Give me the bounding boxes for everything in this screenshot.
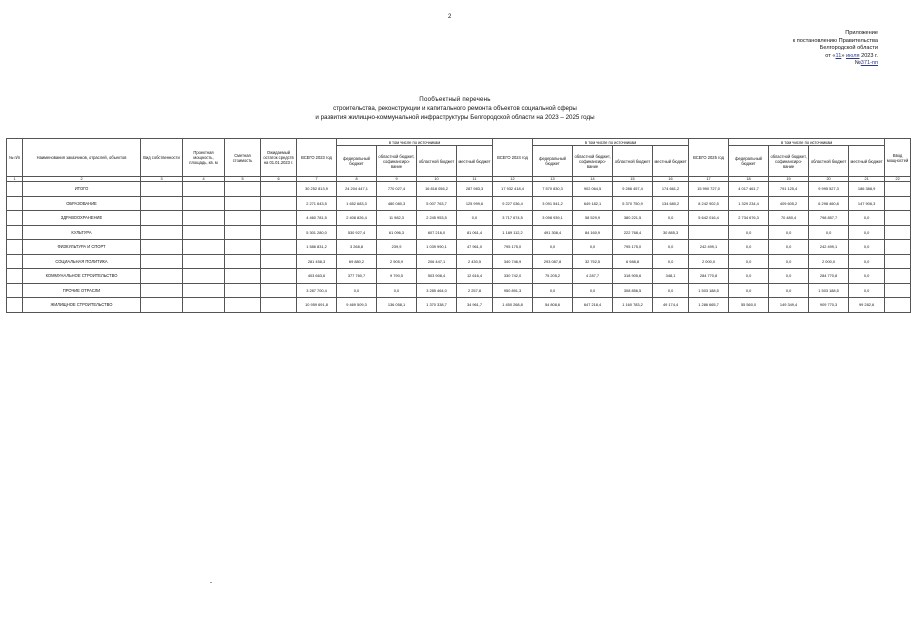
col-ownership: Вид собственности: [141, 139, 183, 177]
cell-value: 0,0: [769, 240, 809, 255]
cell-value: 47 961,0: [457, 240, 493, 255]
cell-estimate: [225, 269, 261, 284]
cell-value: 377 760,7: [337, 269, 377, 284]
cell-capacity: [183, 269, 225, 284]
cell-value: 0,0: [729, 269, 769, 284]
cell-value: 3 285 464,0: [417, 283, 457, 298]
col-federal-2024: федеральный бюджет: [533, 146, 573, 177]
appendix-date: [760, 53, 878, 61]
cell-value: 1 039 990,1: [417, 240, 457, 255]
cell-estimate: [225, 240, 261, 255]
appendix-line-2: к постановлению Правительства: [792, 37, 878, 44]
cell-capacity: [183, 225, 225, 240]
cell-value: 69 880,2: [337, 254, 377, 269]
cell-ownership: [141, 298, 183, 313]
cell-value: 1 586 831,2: [297, 240, 337, 255]
cell-value: 136 058,1: [377, 298, 417, 313]
date-mid: »: [841, 52, 845, 59]
table-row: [7, 283, 911, 298]
cell-value: 0,0: [573, 240, 613, 255]
cell-value: 0,0: [809, 225, 849, 240]
cell-entry-type: [885, 283, 911, 298]
column-number: 10: [417, 177, 457, 182]
cell-estimate: [225, 211, 261, 226]
cell-value: [689, 225, 729, 240]
column-number: 19: [769, 177, 809, 182]
cell-value: 11 982,3: [377, 211, 417, 226]
cell-expected-balance: [261, 240, 297, 255]
cell-value: 149 349,4: [769, 298, 809, 313]
cell-value: 308 856,5: [613, 283, 653, 298]
cell-value: 174 661,2: [653, 182, 689, 197]
cell-value: 3 098 939,1: [533, 211, 573, 226]
cell-value: 2 408 826,4: [337, 211, 377, 226]
column-number: 22: [885, 177, 911, 182]
cell-value: 2 245 953,5: [417, 211, 457, 226]
cell-value: 409 605,2: [769, 196, 809, 211]
cell-value: 3 287 700,4: [297, 283, 337, 298]
cell-value: 293 087,8: [533, 254, 573, 269]
cell-value: 0,0: [533, 240, 573, 255]
cell-expected-balance: [261, 211, 297, 226]
cell-value: 5 007 763,7: [417, 196, 457, 211]
cell-value: 5 301 280,0: [297, 225, 337, 240]
cell-value: 791 125,4: [769, 182, 809, 197]
cell-value: 2 000,0: [809, 254, 849, 269]
cell-value: 9 469 509,3: [337, 298, 377, 313]
cell-value: 4 460 781,5: [297, 211, 337, 226]
cell-value: 649 182,1: [573, 196, 613, 211]
column-number: 13: [533, 177, 573, 182]
cell-expected-balance: [261, 182, 297, 197]
title-line-3: и развития жилищно-коммунальной инфраструктуры Белгородской области на 2023 – 2025 годы: [315, 114, 595, 121]
cell-value: 1 286 665,7: [689, 298, 729, 313]
col-capacity: Проектная мощность, площадь, кв. м: [183, 139, 225, 177]
appendix-line-3: Белгородской области: [819, 45, 878, 52]
cell-value: 0,0: [769, 269, 809, 284]
cell-expected-balance: [261, 283, 297, 298]
cell-value: 2 000,0: [689, 254, 729, 269]
column-number: 1: [7, 177, 23, 182]
cell-value: 795 175,0: [493, 240, 533, 255]
cell-expected-balance: [261, 196, 297, 211]
cell-value: 491 308,4: [533, 225, 573, 240]
column-number: 8: [337, 177, 377, 182]
cell-value: 1 189 112,2: [493, 225, 533, 240]
table-row: [7, 211, 911, 226]
col-local-2024: местный бюджет: [653, 146, 689, 177]
cell-value: 242 499,1: [689, 240, 729, 255]
cell-value: 54 808,6: [533, 298, 573, 313]
cell-expected-balance: [261, 254, 297, 269]
cell-value: 0,0: [729, 240, 769, 255]
cell-name: КУЛЬТУРА: [23, 225, 141, 240]
cell-value: 30 252 813,9: [297, 182, 337, 197]
cell-expected-balance: [261, 269, 297, 284]
cell-value: 403 663,6: [297, 269, 337, 284]
cell-value: 2 257,8: [457, 283, 493, 298]
cell-name: ЗДРАВООХРАНЕНИЕ: [23, 211, 141, 226]
column-number: 6: [261, 177, 297, 182]
cell-entry-type: [885, 240, 911, 255]
col-local-2025: местный бюджет: [849, 146, 885, 177]
cell-value: 3 717 674,5: [493, 211, 533, 226]
cell-ownership: [141, 182, 183, 197]
cell-expected-balance: [261, 298, 297, 313]
cell-value: 15 990 727,0: [689, 182, 729, 197]
cell-value: 2 905,9: [377, 254, 417, 269]
column-number: 4: [183, 177, 225, 182]
cell-value: 287 983,3: [457, 182, 493, 197]
cell-value: 9 227 036,4: [493, 196, 533, 211]
title-line-2: строительства, реконструкции и капитального ремонта объектов социальной сферы: [333, 105, 577, 112]
cell-value: 30 885,3: [653, 225, 689, 240]
cell-name: ОБРАЗОВАНИЕ: [23, 196, 141, 211]
cell-name: ЖИЛИЩНОЕ СТРОИТЕЛЬСТВО: [23, 298, 141, 313]
col-entry-type: Ввод мощностей: [885, 139, 911, 177]
cell-num: [7, 298, 23, 313]
cell-estimate: [225, 283, 261, 298]
cell-value: 58 529,9: [573, 211, 613, 226]
cell-value: 81 061,4: [457, 225, 493, 240]
cell-value: 5 642 016,4: [689, 211, 729, 226]
col-estimate: Сметная стоимость: [225, 139, 261, 177]
cell-value: 9 286 457,4: [613, 182, 653, 197]
cell-value: 75 205,2: [533, 269, 573, 284]
date-year: 2023 г.: [861, 52, 878, 59]
col-name: Наименования заказчиков, отраслей, объектов: [23, 139, 141, 177]
cell-value: 2 271 643,5: [297, 196, 337, 211]
col-regional-2023: областной бюджет: [417, 146, 457, 177]
cell-num: [7, 240, 23, 255]
col-regional-cofin-2023: областной бюджет, софинансиро-вание: [377, 146, 417, 177]
cell-value: 1 503 188,5: [809, 283, 849, 298]
cell-num: [7, 283, 23, 298]
cell-value: 0,0: [849, 254, 885, 269]
cell-entry-type: [885, 269, 911, 284]
column-number: 20: [809, 177, 849, 182]
cell-value: 16 818 056,2: [417, 182, 457, 197]
cell-value: 3 268,8: [337, 240, 377, 255]
cell-name: ФИЗКУЛЬТУРА И СПОРТ: [23, 240, 141, 255]
cell-value: 530 927,4: [337, 225, 377, 240]
cell-num: [7, 196, 23, 211]
cell-value: 284 770,8: [809, 269, 849, 284]
col-total-2024: ВСЕГО 2024 год: [493, 139, 533, 177]
cell-value: 222 768,4: [613, 225, 653, 240]
cell-value: 284 770,8: [689, 269, 729, 284]
cell-num: [7, 211, 23, 226]
column-number: 21: [849, 177, 885, 182]
cell-value: 647 218,4: [573, 298, 613, 313]
cell-value: 239,9: [377, 240, 417, 255]
appendix-number: [760, 60, 878, 68]
cell-ownership: [141, 225, 183, 240]
cell-name: КОММУНАЛЬНОЕ СТРОИТЕЛЬСТВО: [23, 269, 141, 284]
cell-value: 55 560,0: [729, 298, 769, 313]
cell-value: 0,0: [533, 283, 573, 298]
cell-value: 318 905,6: [613, 269, 653, 284]
cell-value: 3 091 541,2: [533, 196, 573, 211]
cell-capacity: [183, 254, 225, 269]
title-line-1: Пообъектный перечень: [419, 96, 491, 103]
cell-estimate: [225, 225, 261, 240]
cell-value: 348,1: [653, 269, 689, 284]
cell-capacity: [183, 211, 225, 226]
cell-capacity: [183, 298, 225, 313]
column-number: 15: [613, 177, 653, 182]
cell-value: 0,0: [653, 254, 689, 269]
cell-estimate: [225, 254, 261, 269]
cell-value: 5 370 750,9: [613, 196, 653, 211]
cell-entry-type: [885, 254, 911, 269]
cell-value: 6 988,8: [613, 254, 653, 269]
cell-value: 798 857,7: [809, 211, 849, 226]
col-total-2025: ВСЕГО 2025 год: [689, 139, 729, 177]
cell-value: 0,0: [849, 283, 885, 298]
cell-value: 0,0: [769, 283, 809, 298]
table-row: [7, 182, 911, 197]
cell-value: 330 742,0: [493, 269, 533, 284]
col-regional-cofin-2025: областной бюджет, софинансиро-вание: [769, 146, 809, 177]
column-number: 18: [729, 177, 769, 182]
date-month: июля: [846, 52, 860, 59]
cell-value: 4 017 461,7: [729, 182, 769, 197]
table-row: [7, 196, 911, 211]
cell-value: 9 995 527,3: [809, 182, 849, 197]
cell-value: 0,0: [653, 240, 689, 255]
cell-entry-type: [885, 196, 911, 211]
number-value: 371-пп: [860, 60, 878, 67]
cell-capacity: [183, 196, 225, 211]
cell-value: 0,0: [337, 283, 377, 298]
cell-value: 0,0: [653, 211, 689, 226]
cell-value: 0,0: [457, 211, 493, 226]
column-number: 5: [225, 177, 261, 182]
cell-ownership: [141, 269, 183, 284]
cell-value: 770 027,4: [377, 182, 417, 197]
cell-value: 1 160 783,2: [613, 298, 653, 313]
group-2023: в том числе по источникам: [337, 139, 493, 146]
cell-value: 909 770,3: [809, 298, 849, 313]
column-number: 11: [457, 177, 493, 182]
col-total-2023: ВСЕГО 2023 год: [297, 139, 337, 177]
cell-estimate: [225, 298, 261, 313]
cell-value: 950 891,3: [493, 283, 533, 298]
cell-value: 281 458,3: [297, 254, 337, 269]
document-title: [220, 95, 690, 122]
cell-num: [7, 269, 23, 284]
cell-value: 795 175,0: [613, 240, 653, 255]
data-table: [6, 138, 911, 313]
cell-value: 0,0: [769, 254, 809, 269]
cell-estimate: [225, 182, 261, 197]
cell-value: 34 961,7: [457, 298, 493, 313]
cell-value: 9 790,5: [377, 269, 417, 284]
table-row: [7, 254, 911, 269]
cell-value: 4 287,7: [573, 269, 613, 284]
cell-value: 84 160,9: [573, 225, 613, 240]
cell-value: 99 282,6: [849, 298, 885, 313]
cell-num: [7, 182, 23, 197]
col-expected-balance: Ожидаемый остаток средств на 01.01.2023 г.: [261, 139, 297, 177]
cell-value: 10 959 691,8: [297, 298, 337, 313]
cell-entry-type: [885, 211, 911, 226]
cell-num: [7, 254, 23, 269]
cell-value: 17 932 418,4: [493, 182, 533, 197]
cell-value: 125 999,6: [457, 196, 493, 211]
cell-value: 0,0: [729, 254, 769, 269]
col-federal-2025: федеральный бюджет: [729, 146, 769, 177]
cell-value: 12 616,4: [457, 269, 493, 284]
col-regional-2025: областной бюджет: [809, 146, 849, 177]
cell-ownership: [141, 254, 183, 269]
table-row: [7, 298, 911, 313]
cell-value: 0,0: [849, 225, 885, 240]
table-row: [7, 269, 911, 284]
cell-estimate: [225, 196, 261, 211]
cell-value: 2 734 676,3: [729, 211, 769, 226]
cell-value: 0,0: [729, 283, 769, 298]
cell-value: 0,0: [377, 283, 417, 298]
column-number: 14: [573, 177, 613, 182]
cell-value: 0,0: [653, 283, 689, 298]
column-number: 7: [297, 177, 337, 182]
cell-entry-type: [885, 225, 911, 240]
date-day: 11: [835, 52, 842, 59]
cell-value: 0,0: [849, 269, 885, 284]
cell-value: 1 652 683,3: [337, 196, 377, 211]
col-num: № п/п: [7, 139, 23, 177]
col-regional-cofin-2024: областной бюджет, софинансиро-вание: [573, 146, 613, 177]
col-federal-2023: федеральный бюджет: [337, 146, 377, 177]
cell-value: 8 242 902,5: [689, 196, 729, 211]
column-number: 17: [689, 177, 729, 182]
cell-entry-type: [885, 298, 911, 313]
cell-value: 70 480,4: [769, 211, 809, 226]
cell-value: 0,0: [849, 211, 885, 226]
column-number: 2: [23, 177, 141, 182]
column-number: 3: [141, 177, 183, 182]
cell-value: 607 216,0: [417, 225, 457, 240]
cell-ownership: [141, 283, 183, 298]
group-2024: в том числе по источникам: [533, 139, 689, 146]
cell-value: 380 221,5: [613, 211, 653, 226]
cell-value: 186 388,9: [849, 182, 885, 197]
cell-value: 340 746,9: [493, 254, 533, 269]
cell-value: 24 204 447,1: [337, 182, 377, 197]
appendix-line-1: Приложение: [845, 30, 878, 36]
cell-value: 0,0: [769, 225, 809, 240]
cell-capacity: [183, 240, 225, 255]
cell-value: 7 570 830,3: [533, 182, 573, 197]
cell-num: [7, 225, 23, 240]
group-2025: в том числе по источникам: [729, 139, 885, 146]
cell-value: 242 499,1: [809, 240, 849, 255]
col-local-2023: местный бюджет: [457, 146, 493, 177]
header-row-groups: [7, 139, 911, 146]
cell-name: СОЦИАЛЬНАЯ ПОЛИТИКА: [23, 254, 141, 269]
col-regional-2024: областной бюджет: [613, 146, 653, 177]
cell-value: 0,0: [729, 225, 769, 240]
cell-value: 1 450 268,8: [493, 298, 533, 313]
cell-value: 6 298 460,8: [809, 196, 849, 211]
column-number: 16: [653, 177, 689, 182]
cell-ownership: [141, 240, 183, 255]
page-number: 2: [448, 14, 452, 20]
cell-value: 902 064,5: [573, 182, 613, 197]
cell-value: 206 447,1: [417, 254, 457, 269]
cell-ownership: [141, 211, 183, 226]
number-label: №: [854, 60, 861, 67]
cell-value: 49 174,4: [653, 298, 689, 313]
date-prefix: от «: [825, 52, 836, 59]
cell-name: ИТОГО: [23, 182, 141, 197]
cell-value: 134 680,2: [653, 196, 689, 211]
cell-value: 61 096,3: [377, 225, 417, 240]
cell-value: 1 370 338,7: [417, 298, 457, 313]
cell-name: ПРОЧИЕ ОТРАСЛИ: [23, 283, 141, 298]
cell-value: 0,0: [573, 283, 613, 298]
cell-value: 0,0: [849, 240, 885, 255]
cell-value: 480 080,3: [377, 196, 417, 211]
cell-capacity: [183, 182, 225, 197]
cell-entry-type: [885, 182, 911, 197]
cell-value: 503 908,4: [417, 269, 457, 284]
scan-speck: [210, 582, 212, 583]
table-row: [7, 240, 911, 255]
cell-value: 32 752,5: [573, 254, 613, 269]
cell-value: 2 430,5: [457, 254, 493, 269]
cell-value: 1 503 188,5: [689, 283, 729, 298]
cell-value: 1 329 234,4: [729, 196, 769, 211]
cell-value: 147 906,3: [849, 196, 885, 211]
column-number: 12: [493, 177, 533, 182]
cell-capacity: [183, 283, 225, 298]
table-row: [7, 225, 911, 240]
appendix-block: [760, 30, 878, 68]
cell-ownership: [141, 196, 183, 211]
cell-expected-balance: [261, 225, 297, 240]
column-number: 9: [377, 177, 417, 182]
